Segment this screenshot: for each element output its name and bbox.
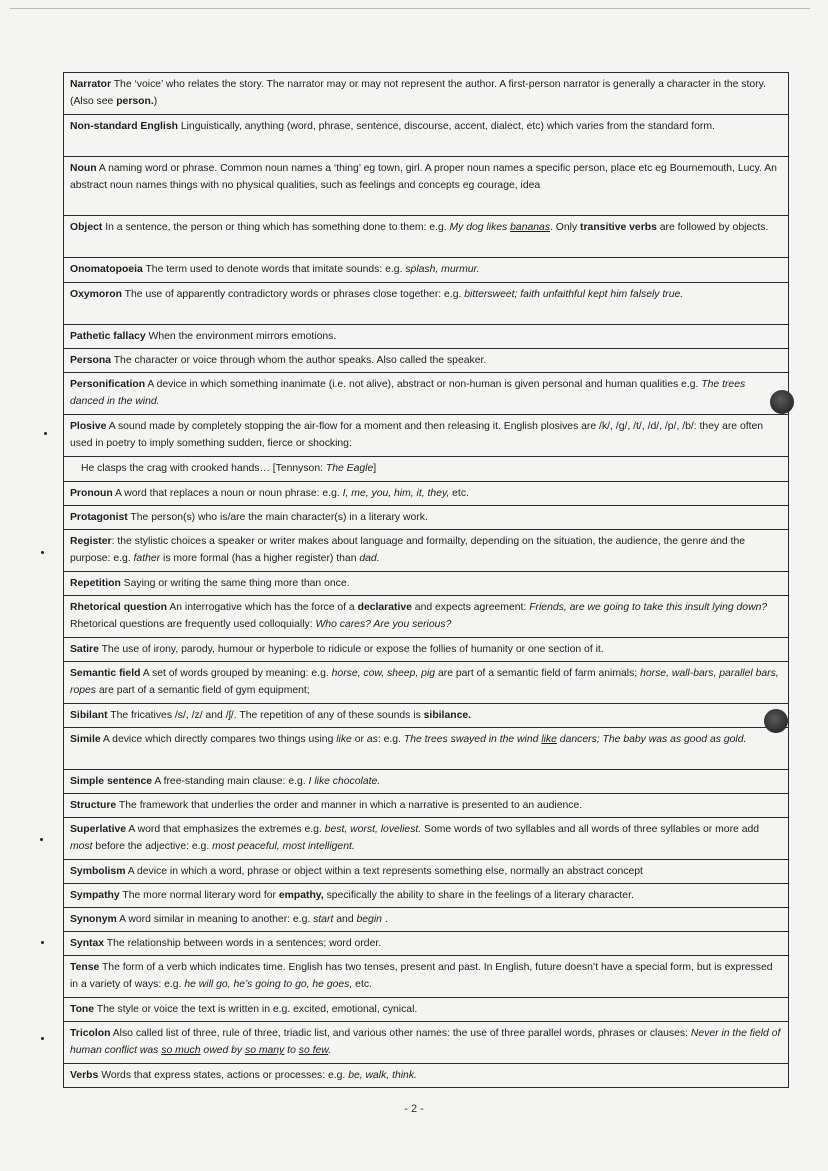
glossary-row bbox=[64, 115, 789, 157]
definition-text: so much bbox=[161, 1045, 201, 1056]
term: Personification bbox=[70, 379, 146, 390]
term: Symbolism bbox=[70, 866, 126, 877]
glossary-row bbox=[64, 157, 789, 216]
definition-text: A word that replaces a noun or noun phrase: e.g. bbox=[112, 488, 343, 499]
definition-text: empathy, bbox=[278, 890, 324, 901]
definition-text: When the environment mirrors emotions. bbox=[145, 331, 337, 342]
term: Syntax bbox=[70, 938, 105, 949]
definition-text: declarative bbox=[357, 602, 412, 613]
margin-dot bbox=[41, 941, 44, 944]
term: Structure bbox=[70, 800, 117, 811]
glossary-row bbox=[64, 596, 789, 638]
definition-text: before the adjective: e.g. bbox=[92, 841, 213, 852]
definition-text: horse, wall-bars, parallel bars, ropes bbox=[70, 668, 779, 696]
glossary-row bbox=[64, 794, 789, 818]
page-number: - 2 - bbox=[404, 1103, 424, 1115]
punch-hole bbox=[770, 390, 794, 414]
glossary-row bbox=[64, 884, 789, 908]
definition-text: as bbox=[366, 734, 378, 745]
definition-text: The use of irony, parody, humour or hyperbole to ridicule or expose the follies of humanity or one section of it. bbox=[98, 644, 604, 655]
definition-text: Saying or writing the same thing more than once. bbox=[120, 578, 350, 589]
glossary-row bbox=[64, 258, 789, 283]
glossary-row bbox=[64, 908, 789, 932]
term: Sibilant bbox=[70, 710, 108, 721]
term: Repetition bbox=[70, 578, 121, 589]
glossary-row bbox=[64, 956, 789, 998]
margin-dot bbox=[41, 1037, 44, 1040]
definition-text: bananas bbox=[510, 222, 551, 233]
term: Noun bbox=[70, 163, 97, 174]
definition-text: The character or voice through whom the author speaks. Also called the speaker. bbox=[111, 355, 487, 366]
definition-text: sibilance. bbox=[423, 710, 472, 721]
glossary-row bbox=[64, 1022, 789, 1064]
term: Simple sentence bbox=[70, 776, 153, 787]
definition-text: Friends, are we going to take this insult lying down? bbox=[529, 602, 768, 613]
term: Tricolon bbox=[70, 1028, 111, 1039]
definition-text: Who cares? Are you serious? bbox=[315, 619, 452, 630]
glossary-row bbox=[64, 932, 789, 956]
definition-text: are part of a semantic field of farm animals; bbox=[435, 668, 641, 679]
definition-text: : the stylistic choices a speaker or writer makes about language and formailty, depending on the situation, the audience, the genre and the purpose: e.g. bbox=[70, 536, 746, 564]
glossary-row bbox=[64, 325, 789, 349]
definition-text: Words that express states, actions or processes: e.g. bbox=[98, 1070, 349, 1081]
definition-text: The use of apparently contradictory words or phrases close together: e.g. bbox=[121, 289, 465, 300]
definition-text: he will go, he’s going to go, he goes, bbox=[184, 979, 353, 990]
definition-text: specifically the ability to share in the feelings of a literary character. bbox=[323, 890, 634, 901]
glossary-row bbox=[64, 457, 789, 482]
glossary-row bbox=[64, 998, 789, 1022]
definition-text: owed by bbox=[200, 1045, 246, 1056]
glossary-row bbox=[64, 283, 789, 325]
definition-text: horse, cow, sheep, pig bbox=[331, 668, 436, 679]
term: Pathetic fallacy bbox=[70, 331, 146, 342]
glossary-row bbox=[64, 73, 789, 115]
term: Object bbox=[70, 222, 103, 233]
scan-edge-line bbox=[10, 8, 810, 9]
definition-text: ) bbox=[153, 96, 158, 107]
definition-text: In a sentence, the person or thing which has something done to them: e.g. bbox=[102, 222, 450, 233]
definition-text: begin bbox=[356, 914, 382, 925]
term: Tense bbox=[70, 962, 100, 973]
definition-text: Some words of two syllables and all words of three syllables or more add bbox=[421, 824, 760, 835]
term: Non-standard English bbox=[70, 121, 178, 132]
punch-hole bbox=[764, 709, 788, 733]
definition-text: Linguistically, anything (word, phrase, sentence, discourse, accent, dialect, etc) which varies from the standard form. bbox=[177, 121, 715, 132]
glossary-row bbox=[64, 373, 789, 415]
definition-text: The relationship between words in a sentences; word order. bbox=[104, 938, 382, 949]
definition-text: Rhetorical questions are frequently used colloquially: bbox=[70, 619, 316, 630]
term: Synonym bbox=[70, 914, 117, 925]
definition-text: The form of a verb which indicates time. English has two tenses, present and past. In English, future doesn’t have a special form, but is expressed in a variety of ways: e.g. bbox=[70, 962, 773, 990]
quote-text: ] bbox=[373, 463, 377, 474]
definition-text: most peaceful, most intelligent. bbox=[212, 841, 355, 852]
term: Persona bbox=[70, 355, 112, 366]
term: Onomatopoeia bbox=[70, 264, 143, 275]
definition-text: splash, murmur. bbox=[405, 264, 480, 275]
term: Pronoun bbox=[70, 488, 113, 499]
glossary-row bbox=[64, 482, 789, 506]
glossary-row bbox=[64, 638, 789, 662]
term: Sympathy bbox=[70, 890, 120, 901]
term: Tone bbox=[70, 1004, 95, 1015]
term: Semantic field bbox=[70, 668, 141, 679]
glossary-table bbox=[63, 72, 789, 1088]
definition-text: . bbox=[381, 914, 388, 925]
margin-dot bbox=[41, 551, 44, 554]
definition-text: . bbox=[328, 1045, 332, 1056]
glossary-row bbox=[64, 860, 789, 884]
glossary-row bbox=[64, 506, 789, 530]
glossary-row bbox=[64, 728, 789, 770]
definition-text: is more formal (has a higher register) than bbox=[160, 553, 360, 564]
term: Protagonist bbox=[70, 512, 128, 523]
definition-text: A word that emphasizes the extremes e.g. bbox=[126, 824, 325, 835]
definition-text: start bbox=[313, 914, 334, 925]
definition-text: so few bbox=[298, 1045, 329, 1056]
definition-text: The style or voice the text is written in e.g. excited, emotional, cynical. bbox=[94, 1004, 418, 1015]
definition-text: transitive verbs bbox=[580, 222, 657, 233]
definition-text: bittersweet; faith unfaithful kept him falsely true. bbox=[464, 289, 684, 300]
definition-text: A word similar in meaning to another: e.g. bbox=[116, 914, 314, 925]
definition-text: etc. bbox=[449, 488, 469, 499]
definition-text: The trees danced in the wind. bbox=[70, 379, 746, 407]
definition-text: My dog likes bbox=[449, 222, 511, 233]
definition-text: and expects agreement: bbox=[411, 602, 530, 613]
term: Plosive bbox=[70, 421, 107, 432]
glossary-row bbox=[64, 818, 789, 860]
glossary-row bbox=[64, 216, 789, 258]
definition-text: and bbox=[333, 914, 357, 925]
definition-text: Also called list of three, rule of three, triadic list, and various other names: the use of three parallel words, phrases or clauses: bbox=[110, 1028, 691, 1039]
definition-text: A device which directly compares two things using bbox=[100, 734, 337, 745]
glossary-row bbox=[64, 572, 789, 596]
definition-text: most bbox=[70, 841, 93, 852]
definition-text: A sound made by completely stopping the air-flow for a moment and then releasing it. English plosives are /k/, /g/, /t/, /d/, /p/, /b/: they are often used in poetry to imply something sudden, fierce or shocking: bbox=[70, 421, 764, 449]
quote-source: The Eagle bbox=[325, 463, 374, 474]
definition-text: be, walk, think. bbox=[348, 1070, 417, 1081]
glossary-row bbox=[64, 770, 789, 794]
definition-text: like bbox=[541, 734, 557, 745]
term: Oxymoron bbox=[70, 289, 122, 300]
glossary-row bbox=[64, 415, 789, 457]
definition-text: An interrogative which has the force of a bbox=[167, 602, 358, 613]
definition-text: father bbox=[133, 553, 161, 564]
definition-text: dad. bbox=[359, 553, 380, 564]
definition-text: to bbox=[284, 1045, 299, 1056]
glossary-row bbox=[64, 349, 789, 373]
term: Narrator bbox=[70, 79, 111, 90]
definition-text: are followed by objects. bbox=[656, 222, 769, 233]
definition-text: The person(s) who is/are the main character(s) in a literary work. bbox=[127, 512, 428, 523]
term: Simile bbox=[70, 734, 101, 745]
definition-text: I like chocolate. bbox=[308, 776, 381, 787]
term: Rhetorical question bbox=[70, 602, 167, 613]
glossary-row bbox=[64, 662, 789, 704]
term: Satire bbox=[70, 644, 99, 655]
definition-text: A device in which something inanimate (i.e. not alive), abstract or non-human is given personal and human qualities e.g. bbox=[145, 379, 702, 390]
definition-text: or bbox=[351, 734, 367, 745]
definition-text: The framework that underlies the order and manner in which a narrative is presented to an audience. bbox=[116, 800, 583, 811]
term: Verbs bbox=[70, 1070, 99, 1081]
definition-text: A set of words grouped by meaning: e.g. bbox=[140, 668, 332, 679]
term: Register bbox=[70, 536, 112, 547]
definition-text: The more normal literary word for bbox=[119, 890, 279, 901]
definition-text: A naming word or phrase. Common noun names a ‘thing’ eg town, girl. A proper noun names a specific person, place etc eg Bournemouth, Lucy. An abstract noun names things with no physical qualities, such as feelings and concepts eg courage, idea bbox=[70, 163, 777, 191]
term: Superlative bbox=[70, 824, 127, 835]
definition-text: A free-standing main clause: e.g. bbox=[152, 776, 309, 787]
definition-text: The trees swayed in the wind bbox=[403, 734, 542, 745]
definition-text: Never in the field of human conflict was bbox=[70, 1028, 781, 1056]
definition-text: best, worst, loveliest. bbox=[324, 824, 422, 835]
definition-text: etc. bbox=[352, 979, 372, 990]
margin-dot bbox=[44, 432, 47, 435]
definition-text: The ‘voice’ who relates the story. The narrator may or may not represent the author. A first-person narrator is generally a character in the story. (Also see bbox=[70, 79, 766, 107]
definition-text: I, me, you, him, it, they, bbox=[342, 488, 450, 499]
definition-text: The term used to denote words that imitate sounds: e.g. bbox=[142, 264, 406, 275]
definition-text: dancers; The baby was as good as gold. bbox=[556, 734, 747, 745]
definition-text: person. bbox=[116, 96, 154, 107]
definition-text: like bbox=[336, 734, 352, 745]
quote-text: He clasps the crag with crooked hands… [Tennyson: bbox=[81, 463, 326, 474]
definition-text: : e.g. bbox=[377, 734, 404, 745]
definition-text: so many bbox=[245, 1045, 285, 1056]
definition-text: The fricatives /s/, /z/ and /ʃ/. The repetition of any of these sounds is bbox=[107, 710, 424, 721]
glossary-row bbox=[64, 1064, 789, 1088]
glossary-row bbox=[64, 530, 789, 572]
definition-text: are part of a semantic field of gym equipment; bbox=[96, 685, 310, 696]
margin-dot bbox=[40, 838, 43, 841]
glossary-row bbox=[64, 704, 789, 728]
definition-text: . Only bbox=[550, 222, 581, 233]
definition-text: A device in which a word, phrase or object within a text represents something else, normally an abstract concept bbox=[125, 866, 643, 877]
